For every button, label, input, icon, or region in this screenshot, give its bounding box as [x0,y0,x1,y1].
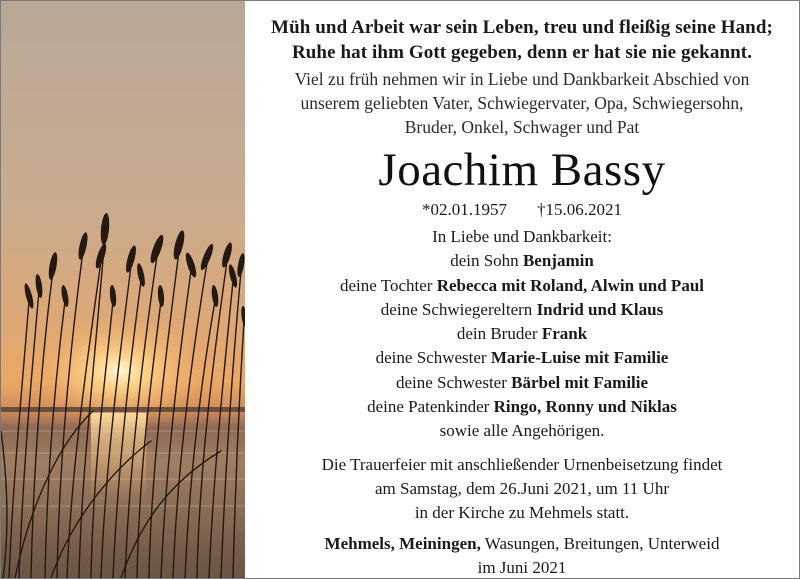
mourner-line: deine Tochter Rebecca mit Roland, Alwin und Paul [340,275,704,295]
funeral-info-line: am Samstag, dem 26.Juni 2021, um 11 Uhr [374,478,669,498]
mourners-list [247,225,797,444]
intro-line: Viel zu früh nehmen wir in Liebe und Dankbarkeit Abschied von [294,69,750,89]
mourner-line: deine Schwiegereltern Indrid und Klaus [380,299,664,319]
birth-star-icon: * [422,200,431,219]
death-cross-icon: † [537,200,546,219]
place-and-date [247,532,797,579]
funeral-info [247,453,797,526]
obituary-text [247,1,797,578]
funeral-info-line: in der Kirche zu Mehmels statt. [414,503,630,523]
places: Mehmels, Meiningen, Wasungen, Breitungen, Unterweid [324,533,720,553]
motto-line: Ruhe hat ihm Gott gegeben, denn er hat sie nie gekannt. [291,42,753,63]
funeral-info-line: Die Trauerfeier mit anschließender Urnenbeisetzung findet [321,454,723,474]
mourners-closing: sowie alle Angehörigen. [439,421,605,441]
sunset-reeds-photo [1,1,245,578]
mourner-line: deine Patenkinder Ringo, Ronny und Niklas [367,397,677,417]
mourner-line: deine Schwester Marie-Luise mit Familie [375,348,669,368]
life-dates [247,198,797,222]
intro [247,67,797,139]
intro-line: unserem geliebten Vater, Schwiegervater, Opa, Schwiegersohn, [300,93,744,113]
deceased-name: Joachim Bassy [378,144,666,196]
motto [247,15,797,65]
publication-date: im Juni 2021 [477,557,567,577]
mourner-line: dein Bruder Frank [456,324,588,344]
death-date: †15.06.2021 [537,198,622,222]
sunset-lake-image [1,1,245,578]
motto-line: Müh und Arbeit war sein Leben, treu und fleißig seine Hand; [271,17,773,38]
birth-date: *02.01.1957 [422,198,507,222]
mourners-heading: In Liebe und Dankbarkeit: [432,227,612,246]
mourner-line: dein Sohn Benjamin [450,251,594,271]
mourner-line: deine Schwester Bärbel mit Familie [395,372,649,392]
intro-line: Bruder, Onkel, Schwager und Pat [404,117,640,137]
